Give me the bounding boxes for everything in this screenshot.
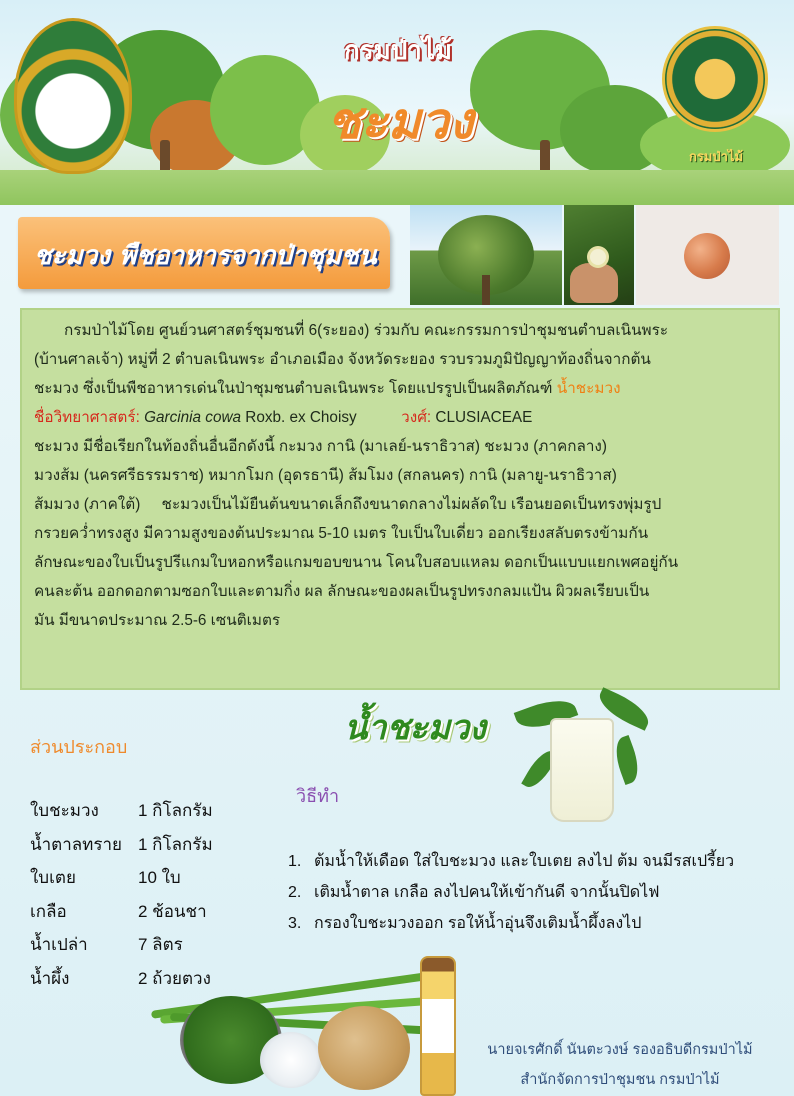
intro-text: ชะมวง ซึ่งเป็นพืชอาหารเด่นในป่าชุมชนตำบลเนินพระ โดยแปรรูปเป็นผลิตภัณฑ์ — [34, 380, 553, 397]
method-step — [288, 908, 734, 939]
step-number: 1. — [288, 853, 302, 870]
ingredient-name: น้ำตาลทราย — [30, 834, 123, 854]
family-label: วงศ์: — [401, 409, 432, 426]
step-number: 2. — [288, 884, 302, 901]
credit-office: สำนักจัดการป่าชุมชน กรมป่าไม้ — [520, 1072, 720, 1088]
step-text: เติมน้ำตาล เกลือ ลงไปคนให้เข้ากันดี จากนั้นปิดไฟ — [314, 884, 660, 901]
step-text: ต้มน้ำให้เดือด ใส่ใบชะมวง และใบเตย ลงไป ต้ม จนมีรสเปรี้ยว — [314, 853, 735, 870]
grass-ground — [0, 170, 794, 205]
description-line: คนละต้น ออกดอกตามซอกใบและตามกิ่ง ผล ลักษณะของผลเป็นรูปทรงกลมแป้น ผิวผลเรียบเป็น — [34, 583, 650, 600]
ingredient-quantity: 2 ช้อนชา — [138, 901, 207, 921]
method-step — [288, 846, 734, 877]
description-line: มัน มีขนาดประมาณ 2.5-6 เซนติเมตร — [34, 612, 281, 629]
info-box — [20, 308, 780, 690]
ministry-seal-logo — [14, 18, 132, 174]
method-steps — [288, 846, 734, 939]
scientific-name-label: ชื่อวิทยาศาสตร์: — [34, 409, 140, 426]
local-names-line: มวงส้ม (นครศรีธรรมราช) หมากโมก (อุดรธานี) ส้มโมง (สกลนคร) กานิ (มลายู-นราธิวาส) — [34, 467, 617, 484]
ingredient-quantity: 1 กิโลกรัม — [138, 801, 213, 820]
ingredient-name: ใบชะมวง — [30, 801, 99, 820]
hand-shape — [570, 263, 618, 303]
subtitle-text: ชะมวง พืชอาหารจากป่าชุมชน — [34, 241, 377, 271]
ingredient-row — [30, 861, 248, 895]
photo-chamuang-fruit — [636, 205, 779, 305]
forest-department-seal-logo — [662, 26, 768, 132]
ingredient-quantity: 7 ลิตร — [138, 935, 183, 954]
header-banner — [0, 0, 794, 205]
ingredient-name: น้ำผึ้ง — [30, 968, 70, 988]
step-number: 3. — [288, 915, 302, 932]
ingredient-quantity: 2 ถ้วยตวง — [138, 968, 211, 988]
ingredient-quantity: 10 ใบ — [138, 868, 181, 887]
ingredient-name: น้ำเปล่า — [30, 935, 88, 954]
flower-shape — [590, 249, 606, 265]
credit-name: นายจเรศักดิ์ นันตะวงษ์ รองอธิบดีกรมป่าไม้ — [487, 1042, 753, 1058]
photo-chamuang-flower — [564, 205, 634, 305]
honey-bottle — [420, 956, 456, 1096]
agency-name: กรมป่าไม้ — [343, 36, 453, 66]
step-text: กรองใบชะมวงออก รอให้น้ำอุ่นจึงเติมน้ำผึ้งลงไป — [314, 915, 642, 932]
ingredient-row — [30, 895, 248, 929]
description-line: กรวยคว่ำทรงสูง มีความสูงของต้นประมาณ 5-10 เมตร ใบเป็นใบเดี่ยว ออกเรียงสลับตรงข้ามกัน — [34, 525, 649, 542]
ingredient-quantity: 1 กิโลกรัม — [138, 834, 213, 854]
fruit-shape — [684, 233, 730, 279]
tree-trunk — [482, 275, 490, 305]
bowl-of-salt — [260, 1032, 322, 1088]
intro-line — [34, 374, 768, 403]
ingredient-row — [30, 828, 248, 862]
ingredient-row — [30, 794, 248, 828]
intro-line: กรมป่าไม้โดย ศูนย์วนศาสตร์ชุมชนที่ 6(ระยอง) ร่วมกับ คณะกรรมการป่าชุมชนตำบลเนินพระ — [64, 322, 669, 339]
ingredient-name: ใบเตย — [30, 868, 76, 887]
product-name: น้ำชะมวง — [556, 380, 621, 397]
drink-glass-illustration — [512, 690, 652, 825]
scientific-name: Garcinia cowa — [144, 409, 242, 426]
family-name: CLUSIACEAE — [435, 409, 533, 426]
seal-label: กรมป่าไม้ — [688, 150, 744, 165]
page-title: ชะมวง — [326, 91, 474, 150]
intro-line: (บ้านศาลเจ้า) หมู่ที่ 2 ตำบลเนินพระ อำเภอเมือง จังหวัดระยอง รวบรวมภูมิปัญญาท้องถิ่นจากต้น — [34, 351, 651, 368]
ingredients-heading: ส่วนประกอบ — [30, 737, 128, 757]
description-line: ส้มมวง (ภาคใต้) ชะมวงเป็นไม้ยืนต้นขนาดเล็กถึงขนาดกลางไม่ผลัดใบ เรือนยอดเป็นทรงพุ่มรูป — [34, 496, 662, 513]
ingredients-illustration — [150, 950, 470, 1096]
scientific-name-line — [34, 403, 768, 432]
method-step — [288, 877, 734, 908]
photo-chamuang-tree — [410, 205, 562, 305]
method-heading: วิธีทำ — [296, 786, 340, 806]
leaf-icon — [610, 735, 645, 785]
pile-of-sugar — [318, 1006, 410, 1090]
drink-title: น้ำชะมวง — [344, 708, 486, 748]
local-names-line: ชะมวง มีชื่อเรียกในท้องถิ่นอื่นอีกดังนี้ กะมวง กานิ (มาเลย์-นราธิวาส) ชะมวง (ภาคกลาง) — [34, 438, 607, 455]
glass-of-juice — [550, 718, 614, 822]
ingredient-name: เกลือ — [30, 901, 67, 921]
subtitle-ribbon — [18, 217, 390, 289]
scientific-author: Roxb. ex Choisy — [245, 409, 357, 426]
description-line: ลักษณะของใบเป็นรูปรีแกมใบหอกหรือแกมขอบขนาน โคนใบสอบแหลม ดอกเป็นแบบแยกเพศอยู่กัน — [34, 554, 679, 571]
